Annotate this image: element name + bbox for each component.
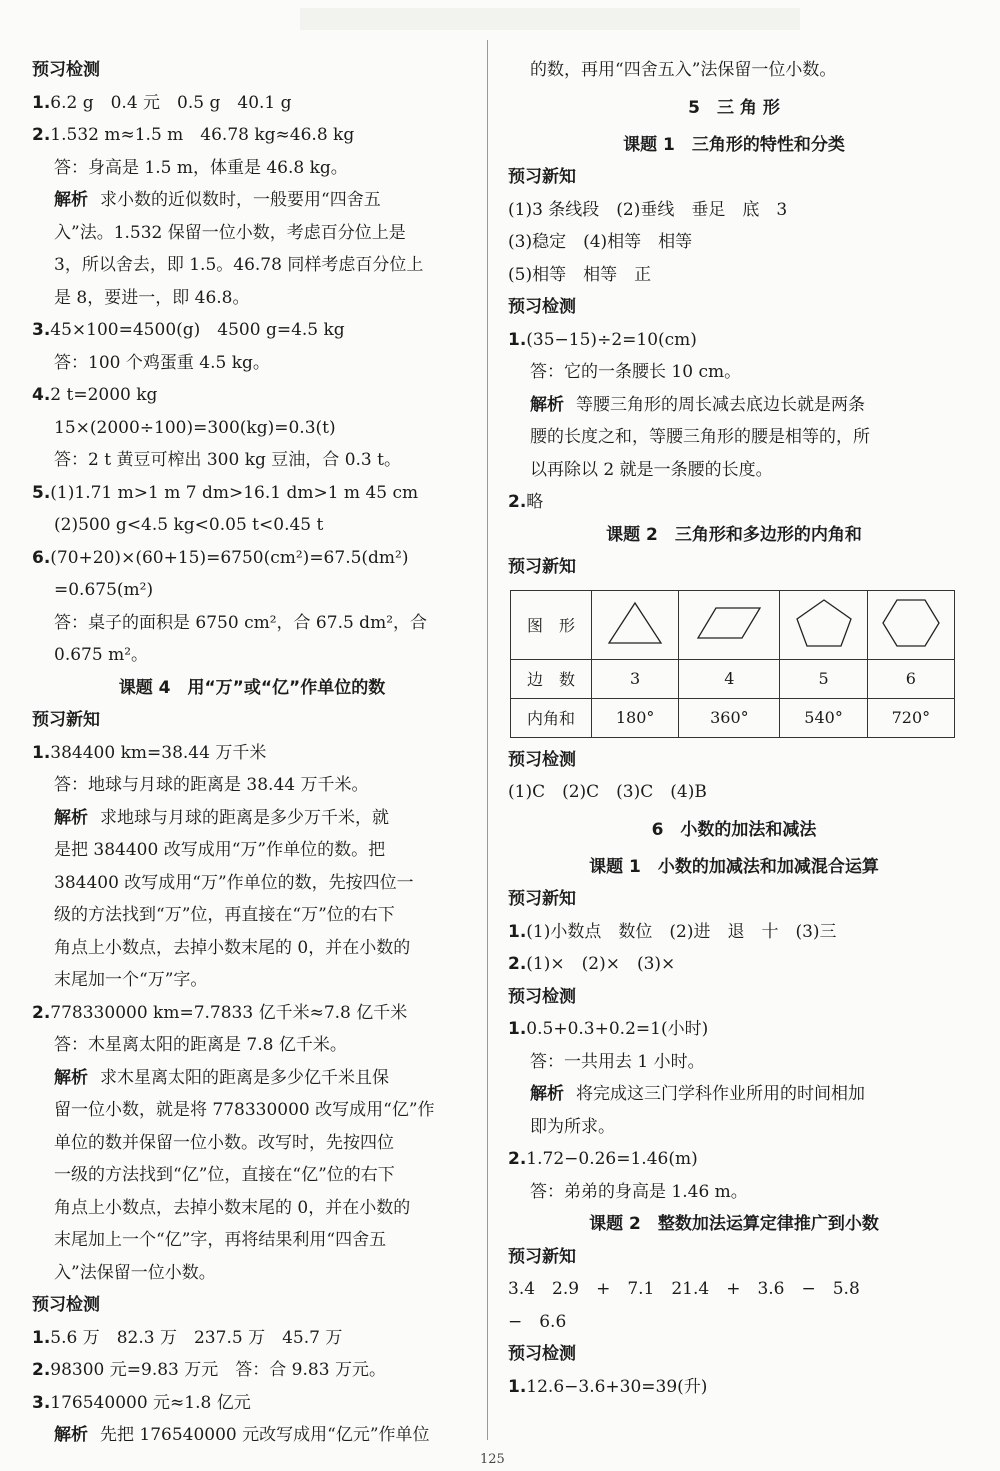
item-number: 2.	[508, 1149, 527, 1169]
analysis-label: 解析	[54, 1067, 88, 1088]
item-number: 1.	[32, 1327, 51, 1348]
analysis-text: 等腰三角形的周长减去底边长就是两条	[576, 394, 865, 415]
chapter-title: 6 小数的加法和减法	[651, 819, 817, 840]
answer-line: 答：身高是 1.5 m，体重是 46.8 kg。	[54, 157, 348, 178]
analysis-line: 级的方法找到“万”位，再直接在“万”位的右下	[54, 905, 395, 925]
item-number: 3.	[32, 320, 51, 340]
answer-line: 答：一共用去 1 小时。	[530, 1051, 705, 1072]
table-cell: 540°	[780, 698, 867, 737]
answer-text: 2 t=2000 kg	[50, 385, 158, 405]
section-heading: 预习检测	[508, 986, 576, 1007]
answer-line: 答：木星离太阳的距离是 7.8 亿千米。	[54, 1035, 347, 1055]
item-number: 4.	[32, 385, 51, 405]
answer-line	[32, 1387, 472, 1420]
answer-text: 384400 km=38.44 万千米	[50, 742, 267, 763]
answer-line	[508, 1013, 960, 1046]
answer-text: 1.72−0.26=1.46(m)	[526, 1149, 698, 1169]
answer-text: 176540000 元≈1.8 亿元	[50, 1392, 251, 1413]
analysis-label: 解析	[54, 1425, 88, 1445]
answer-text: 45×100=4500(g) 4500 g=4.5 kg	[50, 320, 345, 340]
analysis-text: 求地球与月球的距离是多少万千米，就	[100, 807, 389, 828]
analysis-text: 先把 176540000 元改写成用“亿元”作单位	[100, 1425, 430, 1445]
item-number: 1.	[32, 92, 51, 113]
lesson-title: 课题 4 用“万”或“亿”作单位的数	[118, 677, 386, 698]
analysis-line	[508, 389, 960, 422]
answer-text: 12.6−3.6+30=39(升)	[526, 1376, 708, 1397]
answer-line: 答：2 t 黄豆可榨出 300 kg 豆油，合 0.3 t。	[54, 450, 401, 470]
answer-line: (1)3 条线段 (2)垂线 垂足 底 3	[508, 199, 788, 220]
item-number: 1.	[508, 921, 527, 942]
section-heading: 预习检测	[508, 749, 576, 770]
analysis-line: 是 8，要进一，即 46.8。	[54, 287, 250, 308]
answer-line: 3.4 2.9 + 7.1 21.4 + 3.6 − 5.8	[508, 1279, 860, 1299]
item-number: 2.	[32, 125, 51, 145]
lesson-title: 课题 1 小数的加减法和加减混合运算	[589, 856, 879, 877]
item-number: 2.	[508, 492, 527, 512]
lesson-title: 课题 1 三角形的特性和分类	[623, 134, 845, 155]
analysis-text: 求木星离太阳的距离是多少亿千米且保	[100, 1067, 389, 1088]
hexagon-icon	[881, 597, 941, 649]
parallelogram-icon	[694, 603, 764, 643]
item-number: 3.	[32, 1392, 51, 1413]
answer-line: (2)500 g<4.5 kg<0.05 t<0.45 t	[54, 515, 324, 535]
item-number: 1.	[508, 329, 527, 350]
analysis-line	[32, 802, 472, 835]
answer-text: 略	[526, 492, 544, 512]
column-divider	[487, 40, 488, 1440]
answer-line	[32, 997, 472, 1030]
page-number: 125	[480, 1452, 505, 1467]
section-heading: 预习新知	[32, 710, 100, 730]
analysis-label: 解析	[530, 1084, 564, 1104]
analysis-line: 384400 改写成用“万”作单位的数，先按四位一	[54, 872, 414, 893]
answer-line: (5)相等 相等 正	[508, 264, 652, 285]
answer-text: (1)小数点 数位 (2)进 退 十 (3)三	[526, 921, 837, 942]
answer-text: (1)× (2)× (3)×	[526, 954, 676, 974]
analysis-line: 即为所求。	[530, 1116, 615, 1137]
analysis-line: 3，所以舍去，即 1.5。46.78 同样考虑百分位上	[54, 255, 424, 275]
item-number: 2.	[508, 954, 527, 974]
analysis-line: 角点上小数点，去掉小数末尾的 0，并在小数的	[54, 937, 411, 958]
analysis-line: 末尾加一个“万”字。	[54, 970, 208, 990]
table-cell: 180°	[592, 698, 679, 737]
answer-line: − 6.6	[508, 1311, 567, 1332]
answer-line	[508, 486, 960, 519]
item-number: 2.	[32, 1002, 51, 1023]
answer-text: (70+20)×(60+15)=6750(cm²)=67.5(dm²)	[50, 547, 409, 568]
analysis-line: 留一位小数，就是将 778330000 改写成用“亿”作	[54, 1100, 435, 1120]
answer-text: 778330000 km=7.7833 亿千米≈7.8 亿千米	[50, 1002, 408, 1023]
section-heading: 预习检测	[508, 297, 576, 317]
item-number: 5.	[32, 482, 51, 503]
answer-line	[32, 737, 472, 770]
analysis-line: 末尾加上一个“亿”字，再将结果利用“四舍五	[54, 1230, 387, 1250]
lesson-title: 课题 2 整数加法运算定律推广到小数	[589, 1214, 879, 1234]
analysis-line: 一级的方法找到“亿”位，直接在“亿”位的右下	[54, 1165, 395, 1185]
answer-line	[508, 324, 960, 357]
table-row-label: 内角和	[511, 698, 592, 737]
pentagon-icon	[794, 597, 854, 649]
answer-line	[32, 119, 472, 152]
right-column	[508, 54, 960, 1403]
analysis-line: 是把 384400 改写成用“万”作单位的数。把	[54, 840, 386, 860]
table-cell: 720°	[867, 698, 954, 737]
section-heading: 预习新知	[508, 1246, 576, 1267]
analysis-line: 以再除以 2 就是一条腰的长度。	[530, 459, 773, 480]
analysis-line	[508, 1078, 960, 1111]
answer-line	[32, 314, 472, 347]
answer-line: (1)C (2)C (3)C (4)B	[508, 782, 707, 802]
table-row-label: 图 形	[511, 590, 592, 659]
section-heading: 预习检测	[508, 1344, 576, 1364]
analysis-line	[32, 1062, 472, 1095]
answer-line	[32, 477, 472, 510]
analysis-line: 腰的长度之和，等腰三角形的腰是相等的，所	[530, 427, 870, 447]
answer-line	[508, 916, 960, 949]
answer-text: 5.6 万 82.3 万 237.5 万 45.7 万	[50, 1327, 343, 1348]
answer-line: 答：桌子的面积是 6750 cm²，合 67.5 dm²，合	[54, 612, 428, 633]
section-heading: 预习检测	[32, 1295, 100, 1315]
analysis-line	[32, 184, 472, 217]
answer-line	[32, 87, 472, 120]
table-cell: 6	[867, 659, 954, 698]
answer-line: (3)稳定 (4)相等 相等	[508, 232, 693, 252]
item-number: 1.	[508, 1376, 527, 1397]
item-number: 1.	[32, 742, 51, 763]
answer-line	[508, 1371, 960, 1404]
answer-text: 6.2 g 0.4 元 0.5 g 40.1 g	[50, 92, 292, 113]
answer-text: (1)1.71 m>1 m 7 dm>16.1 dm>1 m 45 cm	[50, 482, 419, 503]
answer-line	[32, 379, 472, 412]
table-row-label: 边 数	[511, 659, 592, 698]
section-heading: 预习检测	[32, 60, 100, 80]
answer-line: 答：弟弟的身高是 1.46 m。	[530, 1181, 748, 1202]
lesson-title: 课题 2 三角形和多边形的内角和	[606, 524, 862, 545]
analysis-line	[32, 1419, 472, 1452]
answer-line: 答：地球与月球的距离是 38.44 万千米。	[54, 775, 369, 795]
analysis-text: 求小数的近似数时，一般要用“四舍五	[100, 190, 381, 210]
analysis-line: 单位的数并保留一位小数。改写时，先按四位	[54, 1132, 394, 1153]
answer-line: 15×(2000÷100)=300(kg)=0.3(t)	[54, 417, 336, 438]
table-cell: 5	[780, 659, 867, 698]
answer-text: (35−15)÷2=10(cm)	[526, 329, 697, 350]
item-number: 1.	[508, 1019, 527, 1039]
analysis-label: 解析	[54, 190, 88, 210]
answer-line: 答：100 个鸡蛋重 4.5 kg。	[54, 352, 270, 373]
section-heading: 预习新知	[508, 557, 576, 577]
analysis-label: 解析	[54, 807, 88, 828]
answer-line	[508, 1143, 960, 1176]
answer-line: =0.675(m²)	[54, 580, 154, 600]
triangle-icon	[605, 600, 665, 646]
item-number: 2.	[32, 1360, 51, 1380]
top-scan-smudge	[300, 8, 800, 30]
answer-text: 1.532 m≈1.5 m 46.78 kg≈46.8 kg	[50, 125, 355, 145]
analysis-label: 解析	[530, 394, 564, 415]
analysis-line: 入”法保留一位小数。	[54, 1262, 216, 1283]
chapter-title: 5 三 角 形	[688, 97, 780, 118]
answer-line: 0.675 m²。	[54, 645, 149, 665]
answer-line: 答：它的一条腰长 10 cm。	[530, 362, 742, 382]
left-column	[32, 54, 472, 1452]
answer-line	[32, 1322, 472, 1355]
answer-line	[508, 948, 960, 981]
table-cell: 4	[679, 659, 780, 698]
table-cell: 360°	[679, 698, 780, 737]
analysis-line: 角点上小数点，去掉小数末尾的 0，并在小数的	[54, 1197, 411, 1218]
answer-line	[32, 542, 472, 575]
answer-text: 0.5+0.3+0.2=1(小时)	[526, 1019, 709, 1039]
item-number: 6.	[32, 547, 51, 568]
table-cell: 3	[592, 659, 679, 698]
analysis-text: 将完成这三门学科作业所用的时间相加	[576, 1084, 865, 1104]
section-heading: 预习新知	[508, 889, 576, 909]
analysis-line: 的数，再用“四舍五入”法保留一位小数。	[530, 60, 837, 80]
section-heading: 预习新知	[508, 167, 576, 187]
answer-text: 98300 元=9.83 万元 答：合 9.83 万元。	[50, 1360, 386, 1380]
answer-line	[32, 1354, 472, 1387]
analysis-line: 入”法。1.532 保留一位小数，考虑百分位上是	[54, 222, 406, 243]
polygon-angle-table	[510, 590, 955, 738]
